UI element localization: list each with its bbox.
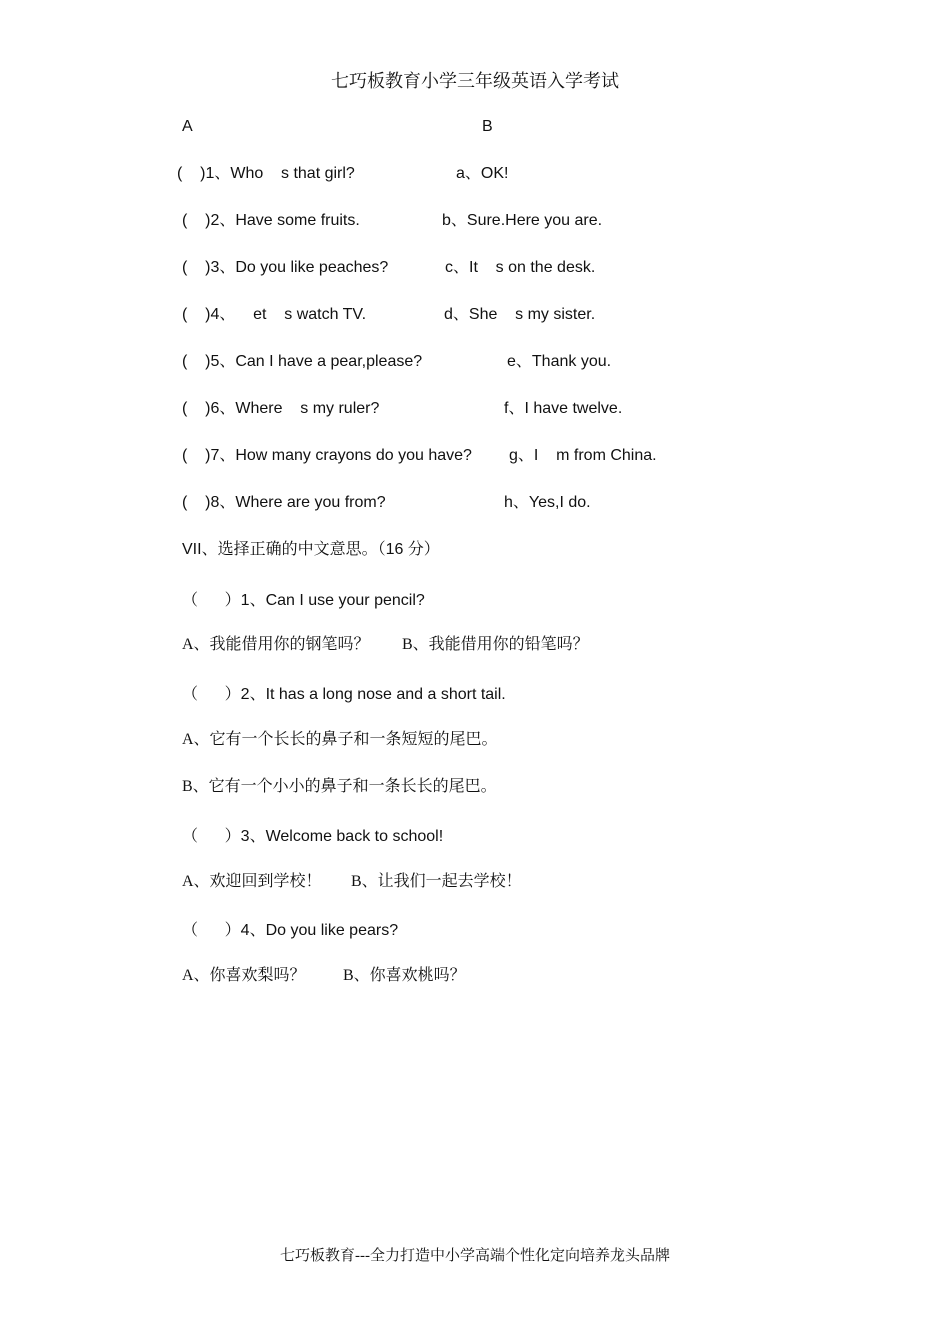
column-a-header: A xyxy=(182,118,193,135)
question-3-option-b: B、让我们一起去学校！ xyxy=(351,873,522,890)
page-footer: 七巧板教育---全力打造中小学高端个性化定向培养龙头品牌 xyxy=(280,1248,670,1264)
matching-answer-f: f、I have twelve. xyxy=(504,400,623,417)
matching-answer-h: h、Yes,I do. xyxy=(504,494,591,511)
matching-question-6: ( )6、Where s my ruler? xyxy=(182,400,380,417)
question-2-option-a: A、它有一个长长的鼻子和一条短短的尾巴。 xyxy=(182,731,498,748)
matching-answer-d: d、She s my sister. xyxy=(444,306,596,323)
matching-question-2: ( )2、Have some fruits. xyxy=(182,212,360,229)
question-1-option-a: A、我能借用你的钢笔吗？ xyxy=(182,636,370,653)
question-3: （ ）3、Welcome back to school! xyxy=(182,828,444,845)
matching-answer-e: e、Thank you. xyxy=(507,353,612,370)
question-1-option-b: B、我能借用你的铅笔吗？ xyxy=(402,636,589,653)
question-1: （ ）1、Can I use your pencil? xyxy=(182,592,425,609)
matching-answer-g: g、I m from China. xyxy=(509,447,657,464)
matching-question-8: ( )8、Where are you from? xyxy=(182,494,386,511)
question-4-option-a: A、你喜欢梨吗？ xyxy=(182,967,306,984)
matching-question-4: ( )4、 et s watch TV. xyxy=(182,306,367,323)
matching-answer-c: c、It s on the desk. xyxy=(445,259,596,276)
matching-question-7: ( )7、How many crayons do you have? xyxy=(182,447,472,464)
question-2: （ ）2、It has a long nose and a short tail. xyxy=(182,686,506,703)
matching-question-3: ( )3、Do you like peaches? xyxy=(182,259,389,276)
matching-question-1: ( )1、Who s that girl? xyxy=(177,165,355,182)
column-b-header: B xyxy=(482,118,493,135)
question-4-option-b: B、你喜欢桃吗？ xyxy=(343,967,466,984)
matching-question-5: ( )5、Can I have a pear,please? xyxy=(182,353,423,370)
question-4: （ ）4、Do you like pears? xyxy=(182,922,399,939)
section-7-heading: VII、选择正确的中文意思。（16 分） xyxy=(182,541,440,558)
matching-answer-b: b、Sure.Here you are. xyxy=(442,212,603,229)
question-2-option-b: B、它有一个小小的鼻子和一条长长的尾巴。 xyxy=(182,778,497,795)
matching-answer-a: a、OK! xyxy=(456,165,509,182)
page-title: 七巧板教育小学三年级英语入学考试 xyxy=(331,71,619,91)
question-3-option-a: A、欢迎回到学校！ xyxy=(182,873,322,890)
